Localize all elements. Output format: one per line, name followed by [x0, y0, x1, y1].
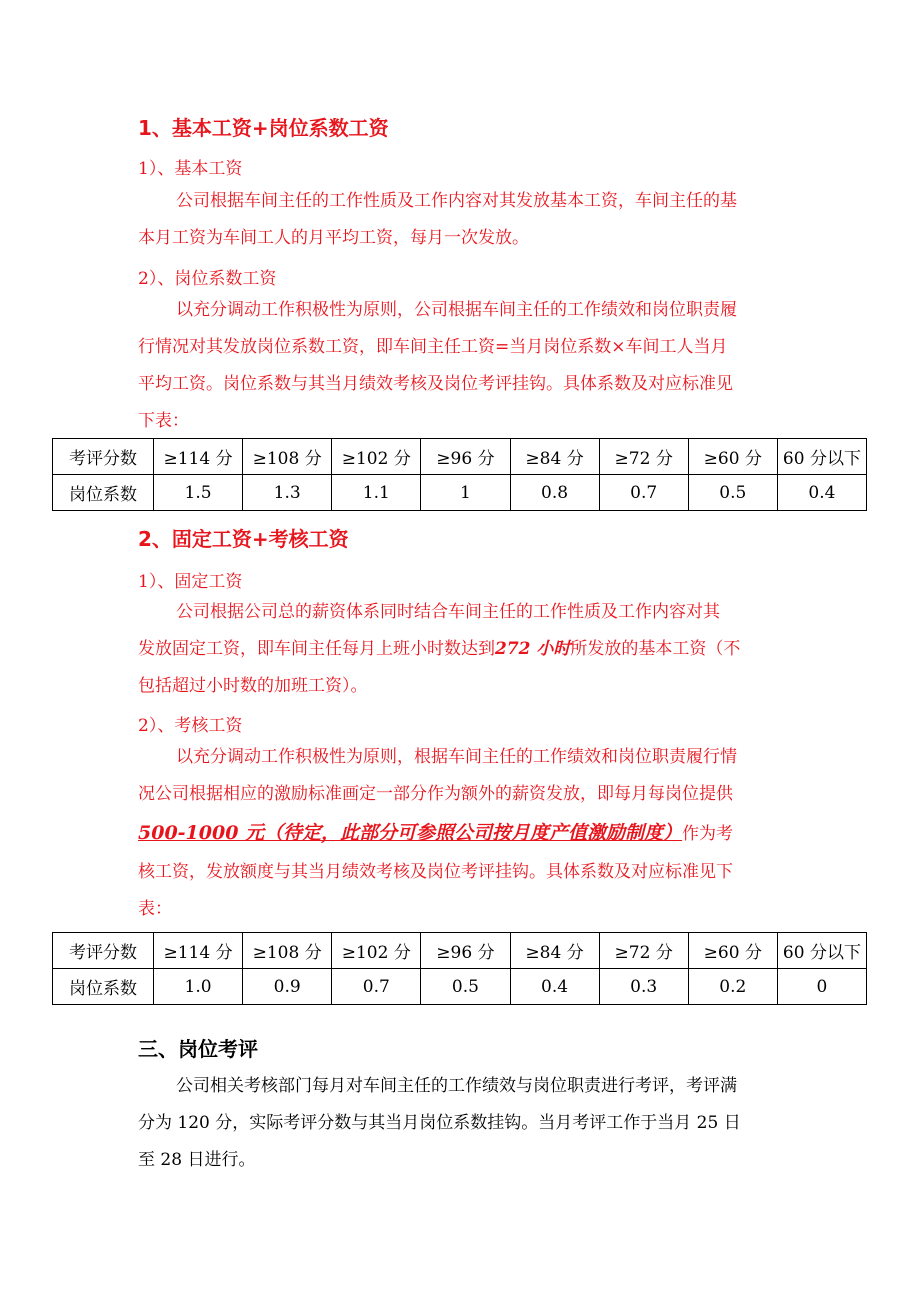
coefficient-cell: 0.7: [599, 475, 688, 511]
coefficient-cell: 1.0: [154, 969, 243, 1005]
section1-sub2-title: 2）、岗位系数工资: [138, 269, 277, 289]
table-row: [53, 933, 867, 969]
section1-title: 1、基本工资+岗位系数工资: [138, 116, 389, 140]
score-cell: ≥102 分: [332, 933, 421, 969]
section3-title: 三、岗位考评: [138, 1037, 258, 1061]
score-cell: 60 分以下: [777, 933, 866, 969]
paragraph-line: 平均工资。岗位系数与其当月绩效考核及岗位考评挂钩。具体系数及对应标准见: [138, 374, 733, 394]
paragraph-line: [138, 631, 782, 668]
score-cell: ≥108 分: [243, 933, 332, 969]
coefficient-cell: 1.1: [332, 475, 421, 511]
coefficient-cell: 0.4: [777, 475, 866, 511]
paragraph-line: 公司根据车间主任的工作性质及工作内容对其发放基本工资，车间主任的基: [176, 191, 737, 211]
paragraph-line: 表：: [138, 899, 172, 919]
row-header-score: 考评分数: [53, 933, 154, 969]
text-run: 发放固定工资，即车间主任每月上班小时数达到: [138, 639, 495, 659]
score-cell: ≥96 分: [421, 933, 510, 969]
section2-title: 2、固定工资+考核工资: [138, 527, 349, 551]
score-cell: ≥60 分: [688, 933, 777, 969]
paragraph-line: 包括超过小时数的加班工资）。: [138, 676, 368, 696]
score-cell: 60 分以下: [777, 439, 866, 475]
score-cell: ≥108 分: [243, 439, 332, 475]
section2-sub2-title: 2）、考核工资: [138, 716, 243, 736]
section2-sub1-title: 1）、固定工资: [138, 572, 243, 592]
paragraph-line: 核工资，发放额度与其当月绩效考核及岗位考评挂钩。具体系数及对应标准见下: [138, 862, 733, 882]
paragraph-line: 公司根据公司总的薪资体系同时结合车间主任的工作性质及工作内容对其: [176, 602, 720, 622]
emphasis-hours: 272 小时: [495, 639, 571, 659]
coefficient-cell: 0.7: [332, 969, 421, 1005]
score-cell: ≥72 分: [599, 933, 688, 969]
paragraph-line: 况公司根据相应的激励标准画定一部分作为额外的薪资发放，即每月每岗位提供: [138, 784, 733, 804]
table-row: [53, 439, 867, 475]
row-header-score: 考评分数: [53, 439, 154, 475]
section3-paragraph: [138, 1068, 782, 1179]
paragraph-line: 至 28 日进行。: [138, 1150, 256, 1170]
coefficient-cell: 0.2: [688, 969, 777, 1005]
score-cell: ≥84 分: [510, 439, 599, 475]
coefficient-cell: 0.9: [243, 969, 332, 1005]
table-row: [53, 969, 867, 1005]
text-run: 所发放的基本工资（不: [570, 639, 741, 659]
coefficient-cell: 0.4: [510, 969, 599, 1005]
coefficient-table-2: [52, 932, 867, 1005]
section1-sub2-paragraph: [138, 292, 782, 440]
coefficient-cell: 1.5: [154, 475, 243, 511]
section1-sub1-title: 1）、基本工资: [138, 159, 243, 179]
score-cell: ≥96 分: [421, 439, 510, 475]
coefficient-cell: 0.5: [688, 475, 777, 511]
paragraph-line: 本月工资为车间工人的月平均工资，每月一次发放。: [138, 228, 529, 248]
text-run: 作为考: [682, 824, 734, 844]
paragraph-line: [138, 813, 782, 854]
section2-sub1-paragraph: [138, 594, 782, 705]
row-header-coefficient: 岗位系数: [53, 969, 154, 1005]
coefficient-cell: 0.8: [510, 475, 599, 511]
coefficient-cell: 0.3: [599, 969, 688, 1005]
coefficient-cell: 0.5: [421, 969, 510, 1005]
score-cell: ≥102 分: [332, 439, 421, 475]
score-cell: ≥60 分: [688, 439, 777, 475]
score-cell: ≥114 分: [154, 933, 243, 969]
section1-sub1-paragraph: [138, 183, 782, 257]
paragraph-line: 公司相关考核部门每月对车间主任的工作绩效与岗位职责进行考评，考评满: [176, 1076, 737, 1096]
coefficient-table-1: [52, 438, 867, 511]
score-cell: ≥114 分: [154, 439, 243, 475]
coefficient-cell: 1: [421, 475, 510, 511]
paragraph-line: 以充分调动工作积极性为原则，公司根据车间主任的工作绩效和岗位职责履: [176, 300, 737, 320]
score-cell: ≥72 分: [599, 439, 688, 475]
paragraph-line: 以充分调动工作积极性为原则，根据车间主任的工作绩效和岗位职责履行情: [176, 747, 737, 767]
emphasis-amount: 500-1000 元（待定，此部分可参照公司按月度产值激励制度）: [138, 822, 683, 844]
section2-sub2-paragraph: [138, 739, 782, 928]
coefficient-cell: 1.3: [243, 475, 332, 511]
paragraph-line: 分为 120 分，实际考评分数与其当月岗位系数挂钩。当月考评工作于当月 25 日: [138, 1113, 741, 1133]
row-header-coefficient: 岗位系数: [53, 475, 154, 511]
table-row: [53, 475, 867, 511]
coefficient-cell: 0: [777, 969, 866, 1005]
paragraph-line: 下表：: [138, 411, 189, 431]
score-cell: ≥84 分: [510, 933, 599, 969]
paragraph-line: 行情况对其发放岗位系数工资，即车间主任工资=当月岗位系数×车间工人当月: [138, 337, 728, 357]
